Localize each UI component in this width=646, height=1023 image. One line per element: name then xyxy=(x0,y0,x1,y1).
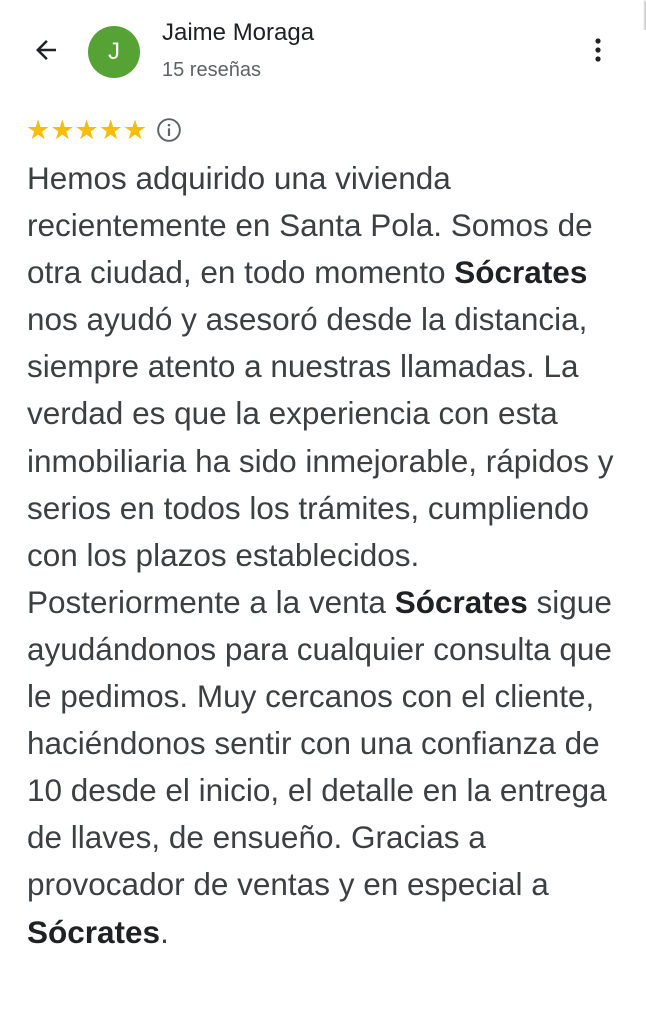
more-options-button[interactable] xyxy=(582,30,614,70)
review-text xyxy=(27,155,627,956)
highlighted-term: Sócrates xyxy=(27,913,161,950)
star-icon: ★ xyxy=(50,114,75,146)
star-icon: ★ xyxy=(74,114,99,146)
info-button[interactable] xyxy=(155,116,183,144)
rating-row xyxy=(26,114,183,146)
avatar-letter: J xyxy=(108,38,120,65)
back-button[interactable] xyxy=(26,30,66,70)
review-count: 15 reseñas xyxy=(162,59,261,81)
user-name[interactable]: Jaime Moraga xyxy=(162,19,315,46)
star-icon: ★ xyxy=(98,114,123,146)
review-text-segment: Hemos adquirido una vivienda recientemente en Santa Pola. Somos de otra ciudad, en todo momento xyxy=(27,160,593,291)
star-rating xyxy=(26,114,148,146)
highlighted-term: Sócrates xyxy=(454,254,588,291)
review-text-segment: sigue ayudándonos para cualquier consulta que le pedimos. Muy cercanos con el cliente, haciéndonos sentir con una confianza de 10 desde el inicio, el detalle en la entrega de llaves, de ensueño. Gracias a provocador de ventas y en especial a xyxy=(27,583,612,903)
info-icon xyxy=(156,117,182,143)
review-header xyxy=(0,0,646,100)
star-icon: ★ xyxy=(26,114,51,146)
review-text-segment: . xyxy=(160,913,169,950)
star-icon: ★ xyxy=(122,114,148,146)
avatar[interactable] xyxy=(88,26,140,78)
highlighted-term: Sócrates xyxy=(394,583,528,620)
review-text-segment: nos ayudó y asesoró desde la distancia, siempre atento a nuestras llamadas. La verdad es que la experiencia con esta inmobiliaria ha sido inmejorable, rápidos y serios en todos los trámites, cumpliendo con los plazos establecidos. Posteriormente a la venta xyxy=(27,301,614,620)
arrow-back-icon xyxy=(31,35,61,65)
more-vert-icon xyxy=(594,37,602,63)
